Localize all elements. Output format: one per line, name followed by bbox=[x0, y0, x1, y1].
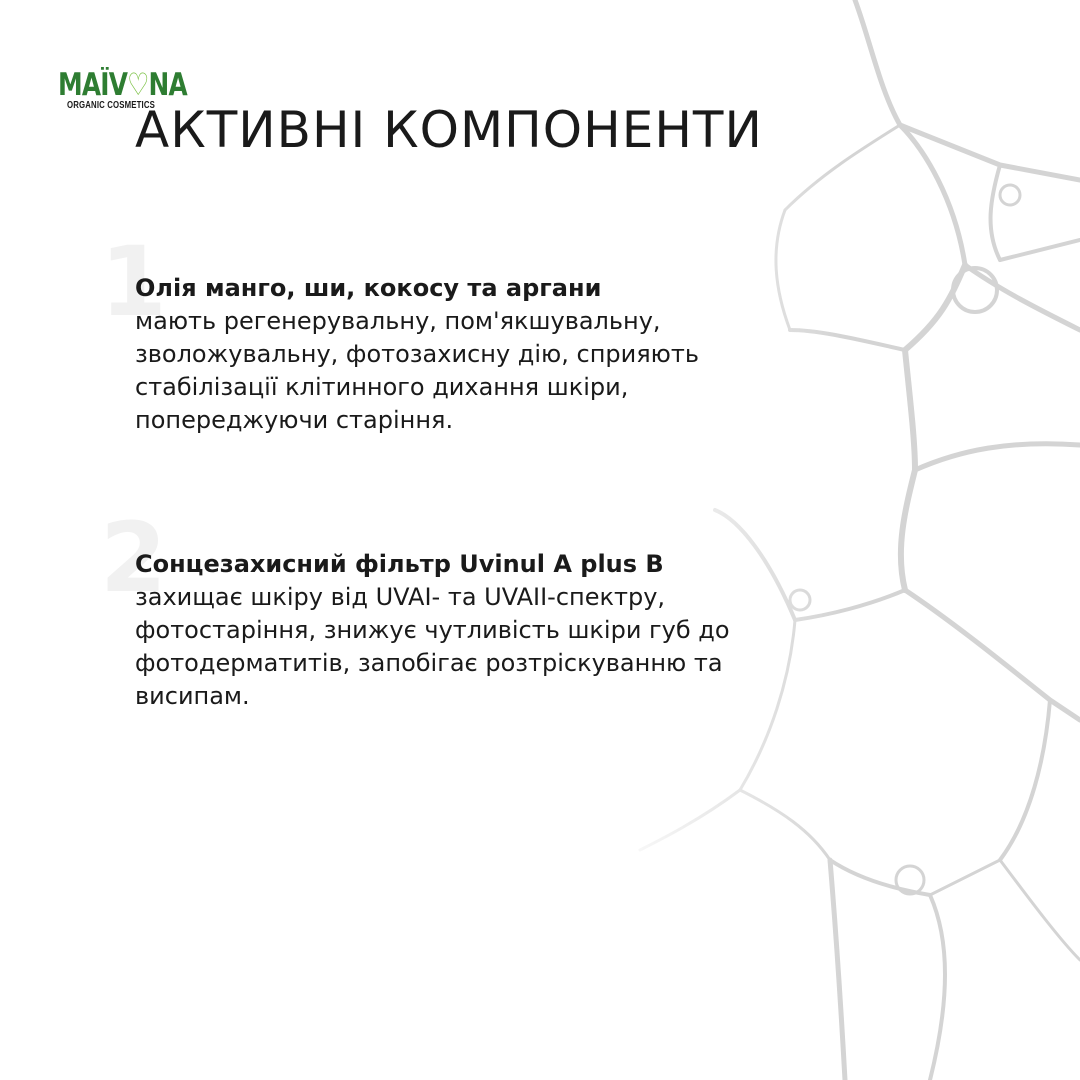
logo-text-start: MAÏV bbox=[58, 67, 128, 103]
component-number: 2 bbox=[100, 502, 167, 614]
component-title: Сонцезахисний фільтр Uvinul A plus B bbox=[135, 550, 664, 578]
logo-text-end: NA bbox=[148, 67, 187, 103]
component-title: Олія манго, ши, кокосу та аргани bbox=[135, 274, 602, 302]
component-text bbox=[135, 272, 775, 437]
heart-icon: ♡ bbox=[127, 67, 149, 103]
component-description: захищає шкіру від UVAI- та UVAII-спектру, фотостаріння, знижує чутливість шкіри губ до фотодерматитів, запобігає розтріскуванню та висипам. bbox=[135, 583, 730, 710]
page-title: АКТИВНІ КОМПОНЕНТИ bbox=[135, 101, 763, 159]
component-number: 1 bbox=[100, 226, 167, 338]
logo-tagline: ORGANIC COSMETICS bbox=[67, 100, 156, 111]
component-description: мають регенерувальну, пом'якшувальну, зволожувальну, фотозахисну дію, сприяють стабілізації клітинного дихання шкіри, попереджуючи старіння. bbox=[135, 307, 699, 434]
logo-wordmark bbox=[58, 68, 187, 102]
component-text bbox=[135, 548, 775, 713]
